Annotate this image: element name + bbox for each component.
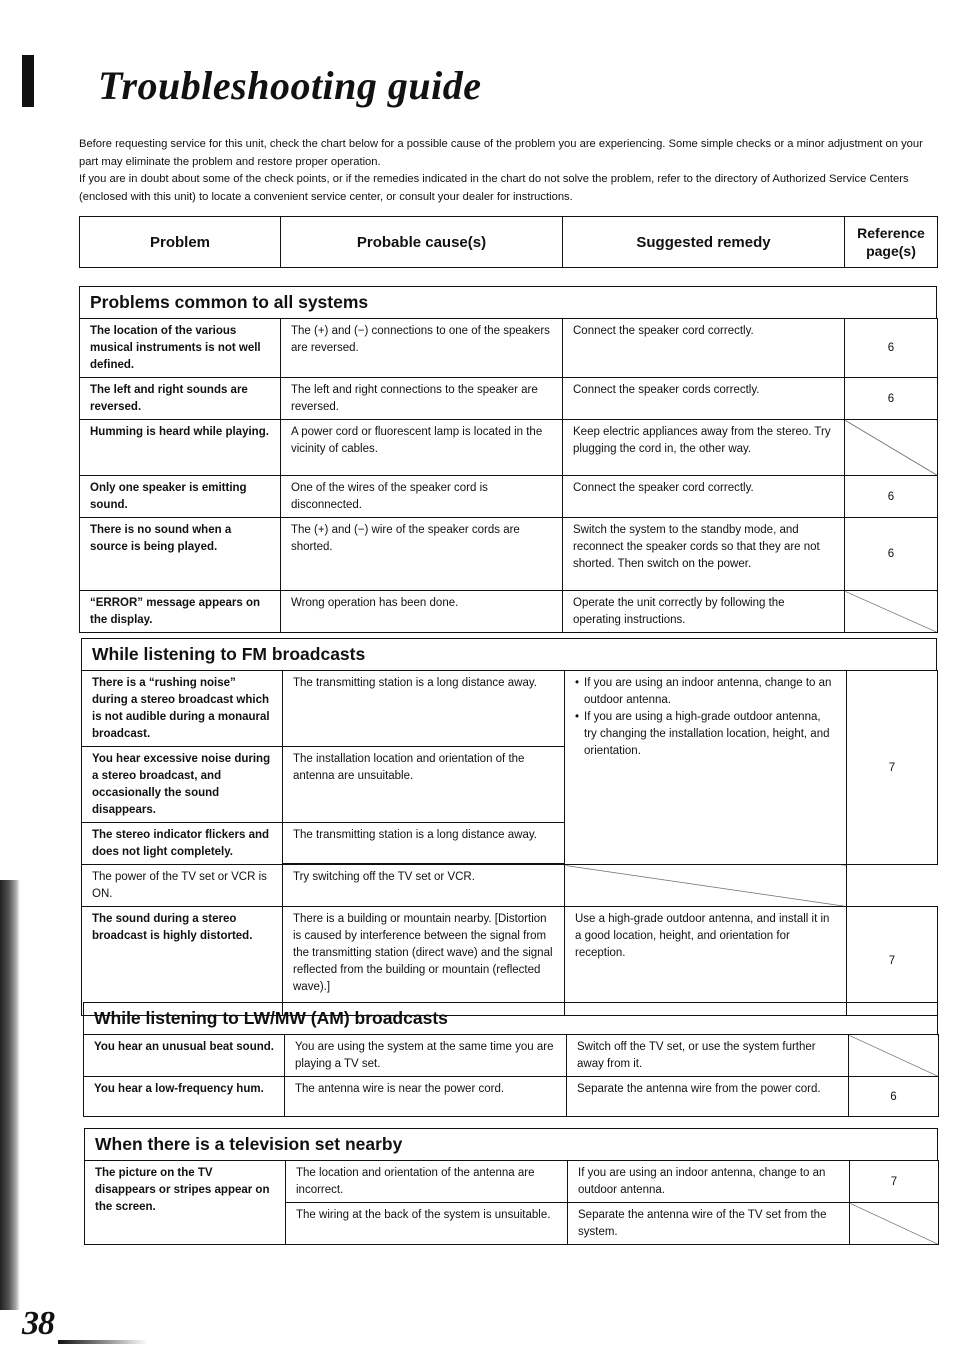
problem-cell: Humming is heard while playing. bbox=[80, 420, 281, 476]
cause-cell: The antenna wire is near the power cord. bbox=[285, 1077, 567, 1117]
remedy-cell: Connect the speaker cord correctly. bbox=[563, 319, 845, 378]
problem-cell: There is no sound when a source is being played. bbox=[80, 518, 281, 591]
remedy-cell: Keep electric appliances away from the stereo. Try plugging the cord in, the other way. bbox=[563, 420, 845, 476]
table-row bbox=[80, 420, 938, 476]
troubleshooting-table bbox=[84, 1160, 939, 1245]
section-title: While listening to LW/MW (AM) broadcasts bbox=[83, 1002, 938, 1034]
cause-cell: There is a building or mountain nearby. [Distortion is caused by interference between the signal from the transmitting station (direct wave) and the signal reflected from the building or mountain (reflected wave).] bbox=[283, 907, 565, 1016]
section-title: While listening to FM broadcasts bbox=[81, 638, 937, 670]
cause-cell: The location and orientation of the antenna are incorrect. bbox=[286, 1161, 568, 1203]
cause-cell: The transmitting station is a long distance away. bbox=[283, 823, 565, 864]
remedy-cell: Connect the speaker cord correctly. bbox=[563, 476, 845, 518]
section-fm bbox=[81, 638, 937, 1016]
cause-cell: Wrong operation has been done. bbox=[281, 591, 563, 633]
problem-cell: The stereo indicator flickers and does not light completely. bbox=[82, 823, 283, 865]
reference-cell: 7 bbox=[850, 1161, 939, 1203]
problem-cell: You hear an unusual beat sound. bbox=[84, 1035, 285, 1077]
remedy-cell: Operate the unit correctly by following the operating instructions. bbox=[563, 591, 845, 633]
intro-paragraph-1: Before requesting service for this unit, check the chart below for a possible cause of the problem you are experiencing. Some simple checks or a minor adjustment on your part may eliminate the problem and restore proper operation. bbox=[79, 138, 923, 168]
header-reference-line1: Reference bbox=[857, 225, 925, 241]
remedy-bullet-list bbox=[575, 675, 836, 760]
troubleshooting-table bbox=[79, 318, 938, 633]
reference-cell: 6 bbox=[845, 518, 938, 591]
table-row bbox=[80, 378, 938, 420]
list-item: • If you are using an indoor antenna, change to an outdoor antenna. bbox=[575, 675, 836, 709]
intro-text bbox=[79, 136, 941, 206]
remedy-cell: Separate the antenna wire of the TV set from the system. bbox=[568, 1203, 850, 1245]
table-row bbox=[82, 865, 938, 907]
page-title: Troubleshooting guide bbox=[98, 63, 482, 108]
header-reference bbox=[845, 217, 938, 268]
cause-cell: The wiring at the back of the system is unsuitable. bbox=[286, 1203, 568, 1245]
reference-cell: 6 bbox=[845, 476, 938, 518]
problem-cell: You hear a low-frequency hum. bbox=[84, 1077, 285, 1117]
cause-cell: The transmitting station is a long distance away. bbox=[283, 671, 565, 747]
header-reference-line2: page(s) bbox=[866, 243, 916, 259]
reference-cell-empty bbox=[849, 1035, 939, 1077]
section-tv-nearby bbox=[84, 1128, 938, 1245]
intro-paragraph-2: If you are in doubt about some of the check points, or if the remedies indicated in the chart do not solve the problem, refer to the directory of Authorized Service Centers (enclosed with this unit) to locate a convenient service center, or consult your dealer for instructions. bbox=[79, 173, 909, 203]
table-row bbox=[80, 518, 938, 591]
header-problem: Problem bbox=[80, 217, 281, 268]
remedy-cell: Try switching off the TV set or VCR. bbox=[283, 865, 565, 907]
remedy-cell: Separate the antenna wire from the power cord. bbox=[567, 1077, 849, 1117]
table-row bbox=[80, 319, 938, 378]
section-title: When there is a television set nearby bbox=[84, 1128, 938, 1160]
cause-cell: The installation location and orientation of the antenna are unsuitable. bbox=[283, 747, 565, 823]
cause-cell: The (+) and (−) wire of the speaker cords are shorted. bbox=[281, 518, 563, 591]
remedy-cell: Connect the speaker cords correctly. bbox=[563, 378, 845, 420]
reference-cell-empty bbox=[565, 865, 847, 907]
troubleshooting-table bbox=[83, 1034, 939, 1117]
section-common bbox=[79, 286, 937, 633]
page-edge-bar bbox=[0, 880, 20, 1310]
reference-cell-empty bbox=[850, 1203, 939, 1245]
problem-cell: There is a “rushing noise” during a stereo broadcast which is not audible during a monaural broadcast. bbox=[82, 671, 283, 747]
problem-cell: The left and right sounds are reversed. bbox=[80, 378, 281, 420]
problem-cell: The sound during a stereo broadcast is highly distorted. bbox=[82, 907, 283, 1016]
reference-cell-empty bbox=[845, 591, 938, 633]
cause-cell: The power of the TV set or VCR is ON. bbox=[82, 865, 283, 907]
table-row bbox=[82, 671, 938, 747]
problem-cell: “ERROR” message appears on the display. bbox=[80, 591, 281, 633]
remedy-cell: If you are using an indoor antenna, change to an outdoor antenna. bbox=[568, 1161, 850, 1203]
header-cause: Probable cause(s) bbox=[281, 217, 563, 268]
remedy-cell: Switch off the TV set, or use the system further away from it. bbox=[567, 1035, 849, 1077]
problem-cell: You hear excessive noise during a stereo broadcast, and occasionally the sound disappears. bbox=[82, 747, 283, 823]
reference-cell: 7 bbox=[847, 907, 938, 1016]
table-row bbox=[84, 1035, 939, 1077]
section-title: Problems common to all systems bbox=[79, 286, 937, 318]
cause-cell: You are using the system at the same time you are playing a TV set. bbox=[285, 1035, 567, 1077]
cause-cell: The left and right connections to the speaker are reversed. bbox=[281, 378, 563, 420]
problem-cell: The location of the various musical instruments is not well defined. bbox=[80, 319, 281, 378]
section-lw-mw bbox=[83, 1002, 938, 1117]
reference-cell: 6 bbox=[849, 1077, 939, 1117]
page-number: 38 bbox=[22, 1305, 54, 1342]
remedy-cell: Use a high-grade outdoor antenna, and install it in a good location, height, and orientation for reception. bbox=[565, 907, 847, 1016]
column-header-table bbox=[79, 216, 938, 268]
cause-cell: The (+) and (−) connections to one of the speakers are reversed. bbox=[281, 319, 563, 378]
reference-cell-empty bbox=[845, 420, 938, 476]
table-row bbox=[85, 1161, 939, 1203]
reference-cell: 6 bbox=[845, 319, 938, 378]
table-row bbox=[84, 1077, 939, 1117]
problem-cell: Only one speaker is emitting sound. bbox=[80, 476, 281, 518]
troubleshooting-table bbox=[81, 670, 938, 1016]
table-row bbox=[82, 907, 938, 1016]
problem-cell: The picture on the TV disappears or stripes appear on the screen. bbox=[85, 1161, 286, 1245]
reference-cell: 6 bbox=[845, 378, 938, 420]
reference-cell: 7 bbox=[847, 671, 938, 865]
header-remedy: Suggested remedy bbox=[563, 217, 845, 268]
cause-cell: A power cord or fluorescent lamp is located in the vicinity of cables. bbox=[281, 420, 563, 476]
table-row bbox=[80, 591, 938, 633]
table-row bbox=[80, 476, 938, 518]
remedy-cell: Switch the system to the standby mode, and reconnect the speaker cords so that they are not shorted. Then switch on the power. bbox=[563, 518, 845, 591]
page-number-underline bbox=[58, 1340, 148, 1344]
section-tab-marker bbox=[22, 55, 34, 107]
cause-cell: One of the wires of the speaker cord is disconnected. bbox=[281, 476, 563, 518]
remedy-cell bbox=[565, 671, 847, 865]
list-item: • If you are using a high-grade outdoor antenna, try changing the installation location, height, and orientation. bbox=[575, 709, 836, 760]
